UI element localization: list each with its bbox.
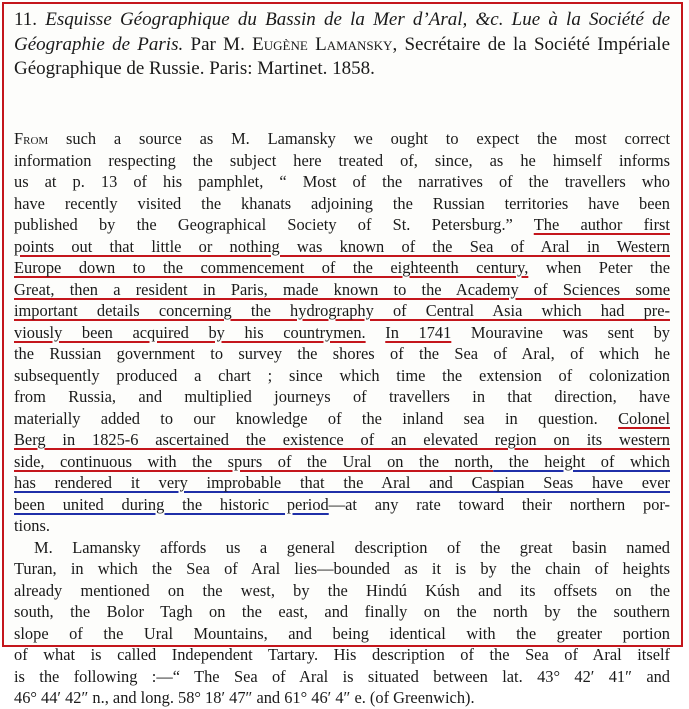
text-line: us at p. 13 of his pamphlet, “ Most of the narratives of the travellers who bbox=[14, 172, 670, 191]
text-span: when Peter the bbox=[528, 258, 670, 277]
text-line bbox=[14, 451, 670, 473]
highlight-red: Colonel bbox=[618, 408, 670, 428]
text-line: tions. bbox=[14, 516, 50, 535]
drop-word: From bbox=[14, 129, 49, 148]
highlight-red: Great, then a resident in Paris, made known to the Academy of Sciences some bbox=[14, 279, 670, 299]
text-line bbox=[14, 300, 670, 322]
text-line: 46° 44′ 42″ n., and long. 58° 18′ 47″ and 61° 46′ 4″ e. (of Greenwich). bbox=[14, 688, 475, 707]
text-line: information respecting the subject here treated of, since, as he himself informs bbox=[14, 150, 670, 170]
text-line bbox=[14, 279, 670, 301]
text-line: south, the Bolor Tagh on the east, and finally on the north by the southern bbox=[14, 602, 670, 621]
text-line bbox=[14, 322, 670, 344]
text-span: Mouravine was sent by bbox=[451, 322, 670, 342]
text-line: is the following :—“ The Sea of Aral is situated between lat. 43° 42′ 41″ and bbox=[14, 666, 670, 686]
text-line bbox=[14, 472, 670, 494]
text-line bbox=[14, 236, 670, 258]
text-line: subsequently produced a chart ; since which time the extension of colonization bbox=[14, 365, 670, 385]
text-line: slope of the Ural Mountains, and being identical with the greater portion bbox=[14, 623, 670, 643]
heading-rest: , Secrétaire de la Société Impériale Géographique de Russie. Paris: Martinet. 1858. bbox=[14, 33, 671, 79]
highlight-red: side, continuous with the spurs of the Ural on the north, bbox=[14, 451, 494, 471]
text-span: published by the Geographical Society of St. Petersburg.” bbox=[14, 215, 513, 234]
highlight-red: Europe down to the commencement of the eighteenth century, bbox=[14, 258, 529, 277]
highlight-red: In 1741 bbox=[385, 322, 452, 342]
byline-prefix: Par M. bbox=[190, 33, 245, 55]
text-line bbox=[14, 128, 670, 150]
highlight-red: viously been acquired by his countrymen. bbox=[14, 322, 366, 342]
text-line bbox=[14, 214, 670, 236]
text-line bbox=[14, 257, 670, 279]
text-line: have recently visited the khanats adjoining the Russian territories have been bbox=[14, 193, 670, 213]
text-line: the Russian government to survey the shores of the Sea of Aral, of which he bbox=[14, 344, 670, 363]
text-span: materially added to our knowledge of the inland sea in question. bbox=[14, 408, 598, 428]
text-line: of what is called Independent Tartary. His description of the Sea of Aral itself bbox=[14, 645, 670, 664]
text-line: from Russia, and multiplied journeys of travellers in that direction, have bbox=[14, 387, 670, 406]
highlight-blue: has rendered it very improbable that the Aral and Caspian Seas have ever bbox=[14, 473, 670, 492]
text-span: —at any rate toward their northern por- bbox=[328, 494, 670, 514]
highlight-red: Berg in 1825-6 ascertained the existence of an elevated region on its western bbox=[14, 430, 670, 449]
author-name: Eugène Lamansky bbox=[252, 33, 393, 55]
text-span: such a source as M. Lamansky we ought to expect the most correct bbox=[48, 129, 670, 148]
text-line: already mentioned on the west, by the Hindú Kúsh and its offsets on the bbox=[14, 580, 670, 600]
highlight-blue: the height of which bbox=[493, 451, 670, 471]
article-body bbox=[14, 128, 670, 709]
highlight-red: important details concerning the hydrography of Central Asia which had pre- bbox=[14, 301, 670, 320]
text-line: M. Lamansky affords us a general description of the great basin named bbox=[34, 537, 670, 557]
highlight-blue: been united during the historic period bbox=[14, 494, 329, 514]
highlight-red: points out that little or nothing was known of the Sea of Aral in Western bbox=[14, 236, 670, 256]
text-line bbox=[14, 408, 670, 430]
article-heading bbox=[14, 8, 670, 82]
text-line: Turan, in which the Sea of Aral lies—bounded as it is by the chain of heights bbox=[14, 559, 670, 578]
text-line bbox=[14, 429, 670, 451]
text-line bbox=[14, 494, 670, 516]
highlight-red: The author first bbox=[533, 215, 670, 234]
article-title: Esquisse Géographique du Bassin de la Mer d’Aral, &c. Lue à la Société de Géographie de Paris. bbox=[14, 9, 671, 55]
entry-number: 11. bbox=[14, 9, 38, 30]
